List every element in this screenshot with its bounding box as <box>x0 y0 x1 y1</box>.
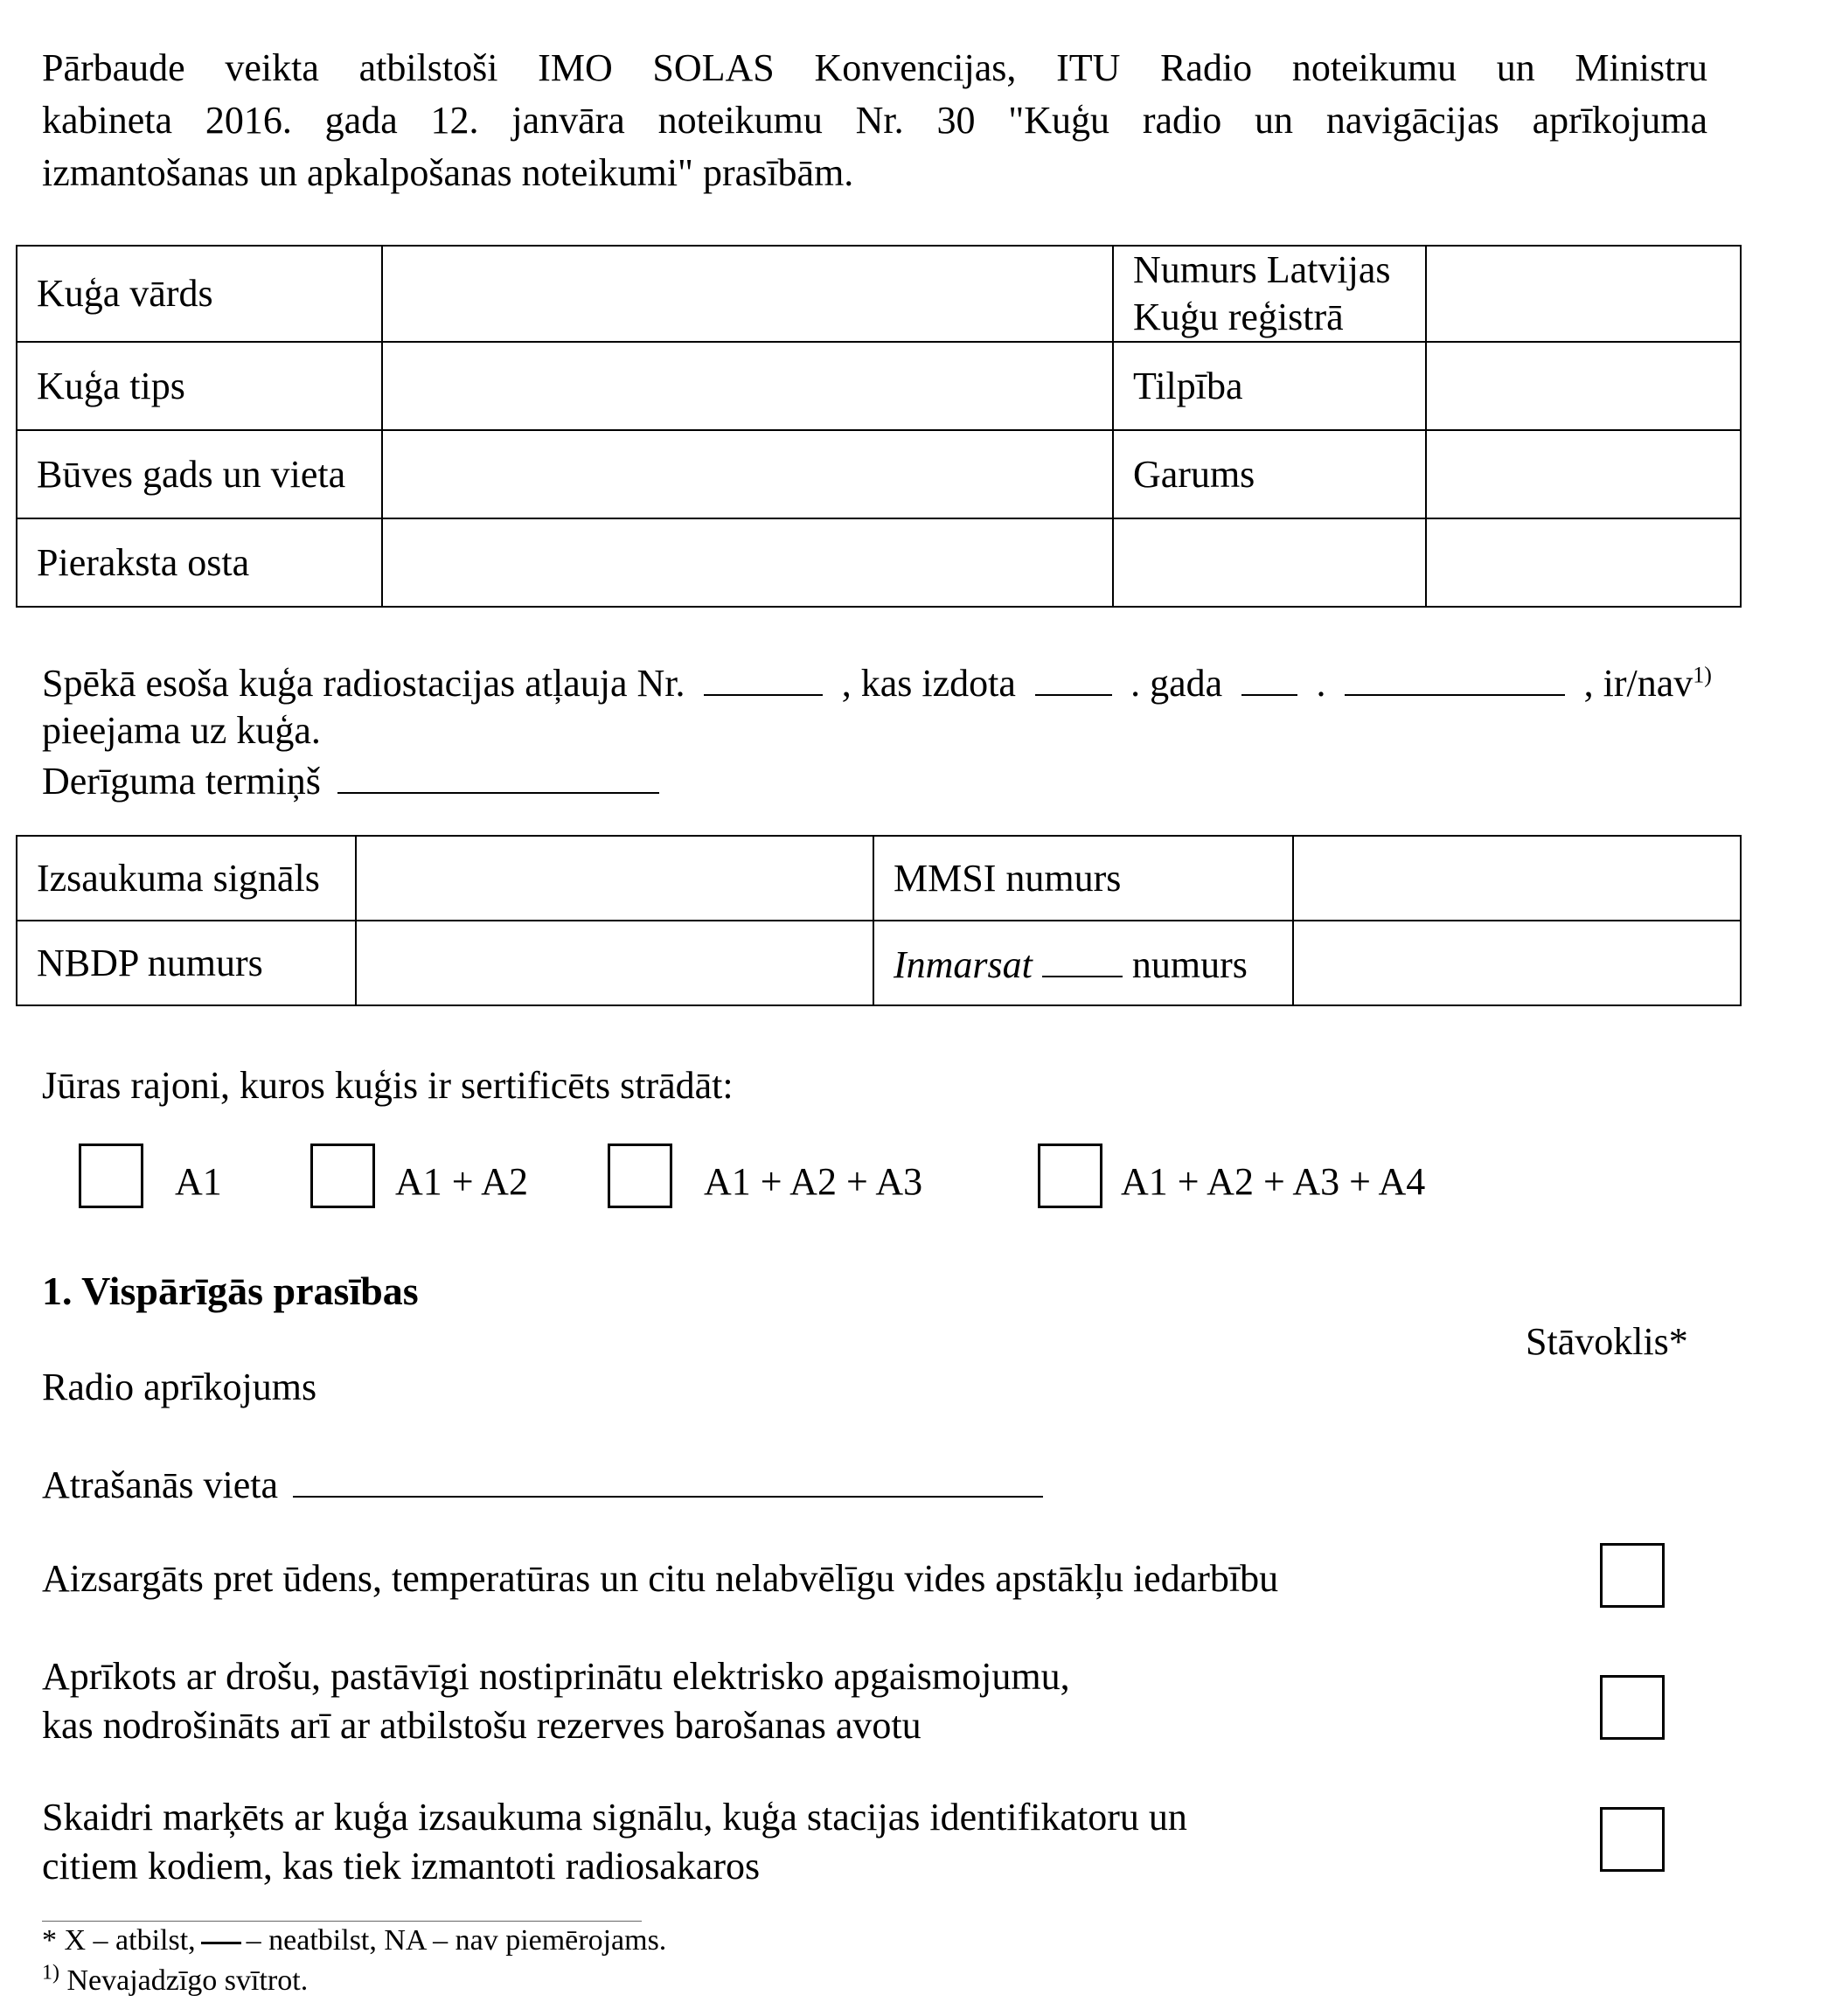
inmarsat-type-blank[interactable] <box>1042 937 1123 977</box>
requirement-3-line-1: Skaidri marķēts ar kuģa izsaukuma signālu, kuģa stacijas identifikatoru un <box>42 1796 1187 1839</box>
intro-line-2: kabineta 2016. gada 12. janvāra noteikumu Nr. 30 "Kuģu radio un navigācijas aprīkojuma <box>42 99 1707 142</box>
location-line <box>42 1457 1043 1512</box>
requirement-2-line-2: kas nodrošināts arī ar atbilstošu rezerves barošanas avotu <box>42 1704 921 1747</box>
requirement-1-status-checkbox[interactable] <box>1600 1543 1665 1608</box>
license-text-1: Spēkā esoša kuģa radiostacijas atļauja Nr. <box>42 662 685 705</box>
validity-line <box>42 754 659 808</box>
table-row <box>17 518 1741 607</box>
sea-area-a1-a2-a3-label: A1 + A2 + A3 <box>704 1160 923 1203</box>
radio-equipment-label: Radio aprīkojums <box>42 1366 317 1408</box>
empty-value-cell[interactable] <box>1426 518 1741 607</box>
requirement-2-status-checkbox[interactable] <box>1600 1675 1665 1740</box>
length-field[interactable] <box>1426 430 1741 518</box>
call-sign-field[interactable] <box>356 836 873 921</box>
license-text-4: . <box>1316 662 1326 705</box>
intro-paragraph <box>42 42 1707 199</box>
sea-area-a1-a2-a3-a4-label: A1 + A2 + A3 + A4 <box>1121 1160 1426 1203</box>
license-text-5 <box>1584 657 1712 710</box>
mmsi-field[interactable] <box>1293 836 1741 921</box>
empty-label-cell <box>1113 518 1426 607</box>
inmarsat-name: Inmarsat <box>894 943 1033 986</box>
legend-part-2: – neatbilst, NA – nav piemērojams. <box>246 1924 667 1957</box>
table-row <box>17 342 1741 430</box>
build-year-place-field[interactable] <box>382 430 1113 518</box>
is-or-not-text: , ir/nav <box>1583 662 1693 705</box>
identification-table <box>16 835 1742 1006</box>
requirement-item-1 <box>42 1553 1278 1605</box>
ship-info-table <box>16 245 1742 608</box>
port-of-registry-label: Pieraksta osta <box>17 518 382 607</box>
registry-number-label: Numurs Latvijas Kuģu reģistrā <box>1113 246 1426 342</box>
requirement-1-text: Aizsargāts pret ūdens, temperatūras un citu nelabvēlīgu vides apstākļu iedarbību <box>42 1557 1279 1600</box>
sea-area-a1-label: A1 <box>175 1160 222 1203</box>
license-text-2: , kas izdota <box>841 662 1016 705</box>
tonnage-label: Tilpība <box>1113 342 1426 430</box>
license-line-2: pieejama uz kuģa. <box>42 709 321 752</box>
ship-name-field[interactable] <box>382 246 1113 342</box>
inmarsat-label <box>873 921 1293 1005</box>
footnote-1-text: Nevajadzīgo svītrot. <box>66 1964 309 1997</box>
legend-part-1: * X – atbilst, <box>42 1924 196 1957</box>
footnote-ref: 1) <box>1693 662 1712 688</box>
location-label: Atrašanās vieta <box>42 1463 278 1506</box>
build-year-place-label: Būves gads un vieta <box>17 430 382 518</box>
mmsi-label: MMSI numurs <box>873 836 1293 921</box>
table-row <box>17 921 1741 1005</box>
port-of-registry-field[interactable] <box>382 518 1113 607</box>
license-number-blank[interactable] <box>704 656 823 696</box>
ship-type-field[interactable] <box>382 342 1113 430</box>
validity-label: Derīguma termiņš <box>42 760 321 803</box>
footnote-1 <box>42 1962 308 2000</box>
issue-month-blank[interactable] <box>1345 656 1565 696</box>
footnote-status-legend <box>42 1922 666 1960</box>
table-row <box>17 836 1741 921</box>
sea-areas-label: Jūras rajoni, kuros kuģis ir sertificēts strādāt: <box>42 1064 734 1107</box>
license-text-3: . gada <box>1130 662 1223 705</box>
location-blank[interactable] <box>293 1457 1043 1498</box>
license-line <box>42 656 1712 710</box>
status-column-header: Stāvoklis* <box>1526 1320 1688 1363</box>
call-sign-label: Izsaukuma signāls <box>17 836 356 921</box>
issue-day-blank[interactable] <box>1241 656 1297 696</box>
ship-name-label: Kuģa vārds <box>17 246 382 342</box>
requirement-2-line-1: Aprīkots ar drošu, pastāvīgi nostiprinātu elektrisko apgaismojumu, <box>42 1655 1070 1698</box>
nbdp-label: NBDP numurs <box>17 921 356 1005</box>
registry-number-field[interactable] <box>1426 246 1741 342</box>
sea-area-a1-a2-a3-a4-checkbox[interactable] <box>1038 1144 1102 1208</box>
issue-year-blank[interactable] <box>1035 656 1112 696</box>
sea-area-a1-a2-label: A1 + A2 <box>395 1160 528 1203</box>
nbdp-field[interactable] <box>356 921 873 1005</box>
intro-line-3: izmantošanas un apkalpošanas noteikumi" prasībām. <box>42 151 854 194</box>
validity-blank[interactable] <box>337 754 659 794</box>
table-row <box>17 246 1741 342</box>
section-title: 1. Vispārīgās prasības <box>42 1269 419 1313</box>
requirement-item-3 <box>42 1791 1187 1893</box>
intro-line-1: Pārbaude veikta atbilstoši IMO SOLAS Konvencijas, ITU Radio noteikumu un Ministru <box>42 46 1707 89</box>
table-row <box>17 430 1741 518</box>
requirement-3-status-checkbox[interactable] <box>1600 1807 1665 1872</box>
requirement-3-line-2: citiem kodiem, kas tiek izmantoti radiosakaros <box>42 1845 761 1887</box>
dash-symbol <box>201 1942 241 1944</box>
ship-type-label: Kuģa tips <box>17 342 382 430</box>
length-label: Garums <box>1113 430 1426 518</box>
inmarsat-suffix: numurs <box>1131 943 1248 986</box>
requirement-item-2 <box>42 1651 1070 1752</box>
tonnage-field[interactable] <box>1426 342 1741 430</box>
sea-area-a1-a2-a3-checkbox[interactable] <box>608 1144 672 1208</box>
sea-area-a1-a2-checkbox[interactable] <box>310 1144 375 1208</box>
sea-area-a1-checkbox[interactable] <box>79 1144 143 1208</box>
footnote-1-mark: 1) <box>42 1961 59 1985</box>
inmarsat-field[interactable] <box>1293 921 1741 1005</box>
